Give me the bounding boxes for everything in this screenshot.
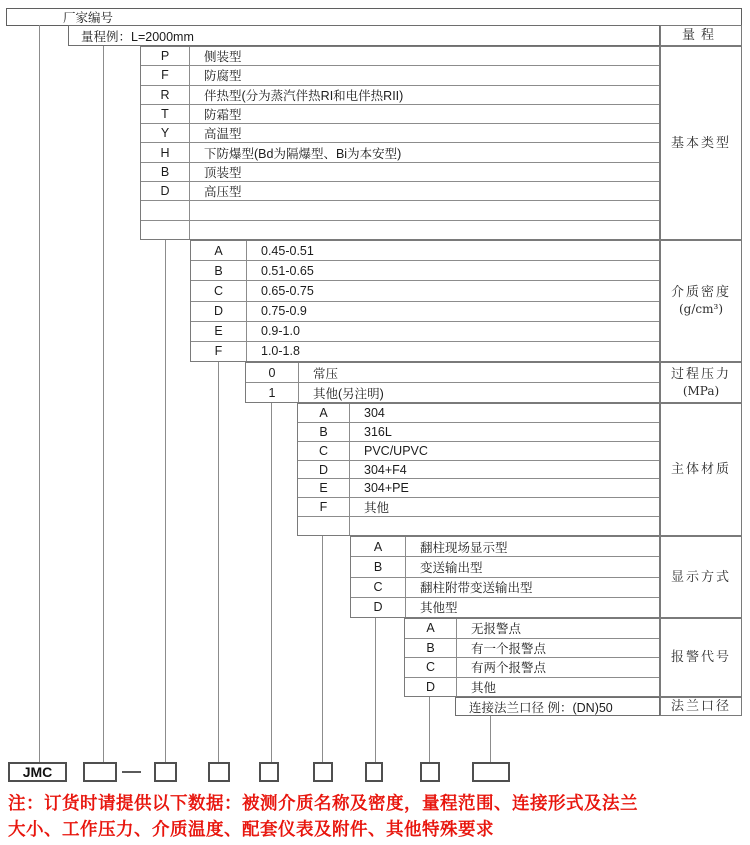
table-row (298, 423, 659, 442)
manufacturer-label: 厂家编号 (63, 11, 114, 25)
table-row (351, 578, 659, 598)
connector-line-flange (490, 716, 491, 762)
code-cell: Y (141, 124, 190, 142)
code-box-material (313, 762, 333, 782)
code-cell: P (141, 47, 190, 65)
table-row (141, 105, 659, 124)
code-cell: D (141, 182, 190, 200)
description-cell: 翻柱附带变送输出型 (420, 581, 533, 596)
connector-line-material (322, 536, 323, 762)
description-cell: 0.51-0.65 (261, 263, 314, 278)
category-label-alarm: 报警代号 (660, 618, 742, 697)
description-cell: 其他(另注明) (313, 386, 384, 401)
table-row (141, 124, 659, 143)
code-cell: 0 (246, 363, 299, 382)
table-row (191, 342, 659, 361)
description-cell: 防腐型 (204, 69, 242, 84)
description-cell: 下防爆型(Bd为隔爆型、Bi为本安型) (204, 146, 402, 161)
model-prefix-box: JMC (8, 762, 67, 782)
description-cell: 高压型 (204, 185, 242, 200)
code-box-flange (472, 762, 510, 782)
table-row (141, 143, 659, 162)
code-cell (141, 221, 190, 239)
table-row (405, 678, 659, 697)
category-label-material: 主体材质 (660, 403, 742, 536)
code-cell: A (405, 619, 457, 638)
table-row (298, 498, 659, 517)
description-cell: 侧装型 (204, 50, 242, 65)
description-cell: 常压 (313, 366, 339, 381)
table-row (405, 658, 659, 678)
description-cell: 高温型 (204, 127, 242, 142)
table-row (298, 461, 659, 480)
table-row (405, 619, 659, 639)
code-cell: F (141, 66, 190, 84)
dash-separator (122, 771, 141, 773)
code-cell: D (405, 678, 457, 697)
category-label-basic: 基本类型 (660, 46, 742, 240)
description-cell: 防霜型 (204, 108, 242, 123)
description-cell: 1.0-1.8 (261, 344, 300, 359)
description-cell: 其他 (471, 680, 497, 695)
process-pressure-block (245, 362, 660, 403)
description-cell: 有一个报警点 (471, 641, 547, 656)
code-cell: B (405, 639, 457, 658)
code-cell: B (351, 557, 406, 576)
manufacturer-row (6, 8, 742, 26)
connector-line-range (103, 46, 104, 762)
code-cell: R (141, 86, 190, 104)
description-cell: 顶装型 (204, 165, 242, 180)
code-cell: E (191, 322, 247, 341)
connector-line-density (218, 362, 219, 762)
table-row (191, 322, 659, 342)
code-cell: C (351, 578, 406, 597)
code-box-alarm (420, 762, 440, 782)
description-cell: 其他型 (420, 601, 458, 616)
table-row (351, 537, 659, 557)
description-cell: 304 (364, 405, 385, 420)
code-cell: A (351, 537, 406, 556)
table-row (298, 442, 659, 461)
code-cell: F (298, 498, 350, 516)
description-cell: 316L (364, 424, 392, 439)
flange-size-text: 连接法兰口径 例：(DN)50 (469, 700, 613, 715)
description-cell: 无报警点 (471, 622, 522, 637)
ordering-note (8, 790, 748, 842)
connector-line-alarm (429, 697, 430, 762)
code-cell: D (298, 461, 350, 479)
range-row (68, 25, 660, 46)
table-row (298, 517, 659, 535)
code-cell (141, 201, 190, 219)
code-cell: 1 (246, 383, 299, 402)
description-cell: 304+F4 (364, 462, 407, 477)
display-mode-block (350, 536, 660, 618)
code-cell: E (298, 479, 350, 497)
table-row (191, 241, 659, 261)
ordering-note-line2: 大小、工作压力、介质温度、配套仪表及附件、其他特殊要求 (8, 819, 494, 839)
category-label-flange: 法兰口径 (660, 697, 742, 716)
code-box-basic (154, 762, 177, 782)
description-cell (190, 201, 659, 219)
code-cell: B (141, 163, 190, 181)
code-cell: D (191, 302, 247, 321)
code-cell: A (191, 241, 247, 260)
table-row (246, 383, 659, 402)
code-box-range (83, 762, 117, 782)
table-row (191, 261, 659, 281)
description-cell: 0.75-0.9 (261, 304, 307, 319)
alarm-code-block (404, 618, 660, 697)
table-row (191, 302, 659, 322)
category-label-range: 量程 (660, 25, 742, 46)
code-box-display (365, 762, 383, 782)
table-row (141, 221, 659, 239)
table-row (141, 201, 659, 220)
table-row (246, 363, 659, 383)
table-row (351, 557, 659, 577)
code-cell: H (141, 143, 190, 161)
code-cell: D (351, 598, 406, 617)
category-label-density: 介质密度 (g/cm³) (660, 240, 742, 362)
description-cell: 有两个报警点 (471, 661, 547, 676)
description-cell: 变送输出型 (420, 560, 483, 575)
code-cell: F (191, 342, 247, 361)
category-label-display: 显示方式 (660, 536, 742, 618)
description-cell: 304+PE (364, 481, 409, 496)
description-cell: 0.9-1.0 (261, 324, 300, 339)
connector-line-manufacturer (39, 25, 40, 762)
description-cell: PVC/UPVC (364, 443, 428, 458)
table-row (351, 598, 659, 617)
code-cell (298, 517, 350, 535)
description-cell (190, 221, 659, 239)
flange-size-row (455, 697, 660, 716)
table-row (298, 404, 659, 423)
table-row (141, 86, 659, 105)
table-row (141, 66, 659, 85)
table-row (141, 163, 659, 182)
code-cell: T (141, 105, 190, 123)
description-cell: 伴热型(分为蒸汽伴热RI和电伴热RII) (204, 88, 404, 103)
description-cell: 0.65-0.75 (261, 283, 314, 298)
ordering-note-line1: 注：订货时请提供以下数据：被测介质名称及密度，量程范围、连接形式及法兰 (8, 793, 638, 813)
code-cell: C (191, 281, 247, 300)
description-cell: 翻柱现场显示型 (420, 540, 508, 555)
table-row (191, 281, 659, 301)
description-cell: 0.45-0.51 (261, 243, 314, 258)
code-cell: A (298, 404, 350, 422)
code-cell: C (405, 658, 457, 677)
connector-line-basic (165, 240, 166, 762)
table-row (405, 639, 659, 659)
table-row (141, 182, 659, 201)
connector-line-display (375, 618, 376, 762)
code-cell: B (298, 423, 350, 441)
code-cell: B (191, 261, 247, 280)
body-material-block (297, 403, 660, 536)
code-cell: C (298, 442, 350, 460)
category-label-pressure: 过程压力 (MPa) (660, 362, 742, 403)
table-row (298, 479, 659, 498)
connector-line-pressure (271, 403, 272, 762)
medium-density-block (190, 240, 660, 362)
code-box-pressure (259, 762, 279, 782)
table-row (141, 47, 659, 66)
code-box-density (208, 762, 230, 782)
basic-type-block (140, 46, 660, 240)
description-cell (350, 517, 659, 535)
range-example-label: 量程例：L=2000mm (81, 29, 194, 44)
description-cell: 其他 (364, 501, 390, 516)
